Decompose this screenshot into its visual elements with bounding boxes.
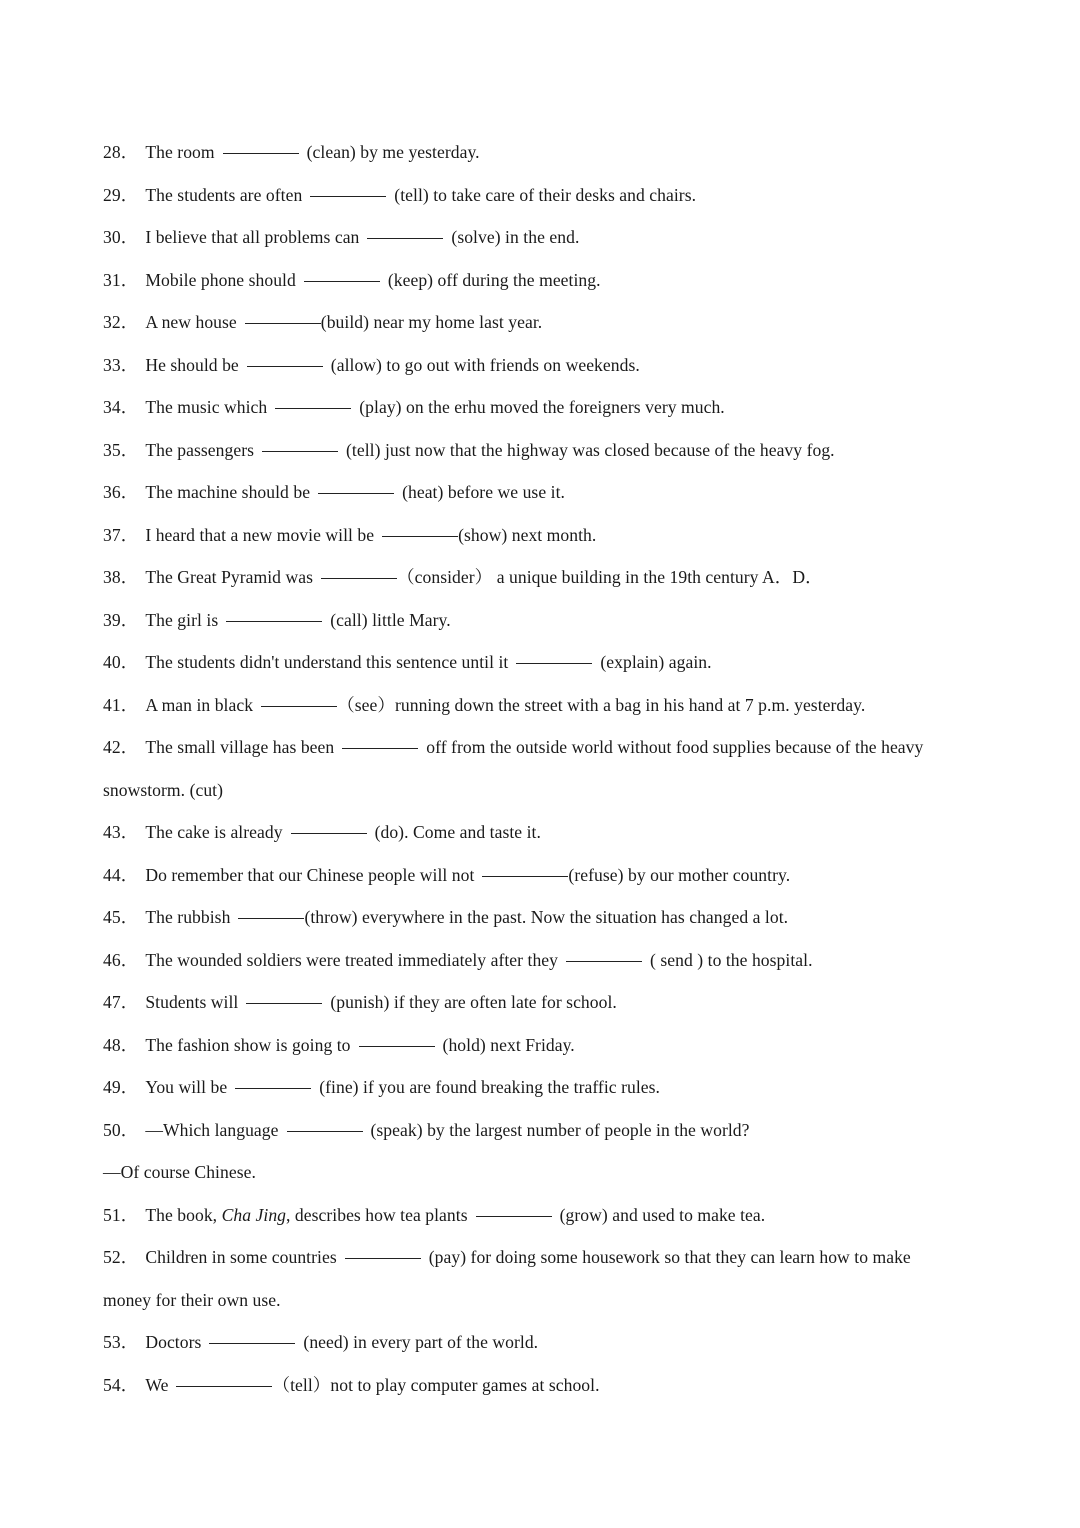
sentence-text: A new house [145,312,237,332]
sentence-text: —Which language [145,1119,279,1140]
question-number: 49． [103,1077,139,1097]
sentence-text: (pay) for doing some housework so that they can learn how to make [428,1247,911,1267]
sentence-text: (need) in every part of the world. [303,1332,539,1352]
question-number: 45． [103,907,139,927]
answer-blank[interactable] [209,1343,295,1344]
answer-blank[interactable] [247,366,323,367]
sentence-text: (throw) everywhere in the past. Now the situation has changed a lot. [304,907,789,927]
sentence-text: (call) little Mary. [330,609,451,630]
answer-blank[interactable] [304,281,380,282]
sentence-text: money for their own use. [103,1289,281,1310]
sentence-text: (play) on the erhu moved the foreigners very much. [359,397,725,417]
sentence-text: The students are often [145,184,303,205]
answer-blank[interactable] [235,1088,311,1089]
question-number: 32． [103,312,139,332]
exercise-line [103,1194,1003,1237]
exercise-line [103,1151,1003,1194]
exercise-line [103,131,1003,174]
answer-blank[interactable] [566,961,642,962]
sentence-text: (do). Come and taste it. [374,822,541,842]
answer-blank[interactable] [359,1046,435,1047]
sentence-text: The Great Pyramid was [145,567,313,587]
italic-title: Cha Jing [221,1204,287,1225]
answer-blank[interactable] [310,196,386,197]
exercise-line [103,981,1003,1024]
answer-blank[interactable] [321,578,397,579]
sentence-text: (punish) if they are often late for school. [330,992,617,1012]
sentence-text: The rubbish [145,907,231,927]
sentence-text: Do remember that our Chinese people will not [145,864,475,885]
sentence-text: （consider） a unique building in the 19th century A．D． [397,567,823,587]
answer-blank[interactable] [516,663,592,664]
sentence-text: The machine should be [145,482,311,502]
exercise-line [103,726,1003,769]
exercise-line [103,599,1003,642]
sentence-text: —Of course Chinese. [103,1162,256,1182]
sentence-text: We [145,1374,169,1395]
answer-blank[interactable] [238,918,304,919]
question-number: 36． [103,482,139,502]
answer-blank[interactable] [246,1003,322,1004]
exercise-line [103,386,1003,429]
answer-blank[interactable] [345,1258,421,1259]
exercise-line [103,514,1003,557]
sentence-text: （see）running down the street with a bag in his hand at 7 p.m. yesterday. [337,694,866,715]
answer-blank[interactable] [291,833,367,834]
sentence-text: Doctors [145,1332,202,1352]
exercise-line [103,429,1003,472]
sentence-text: Students will [145,992,239,1012]
question-number: 34． [103,397,139,417]
exercise-line [103,1109,1003,1152]
sentence-text: snowstorm. (cut) [103,779,224,800]
exercise-line [103,1279,1003,1322]
answer-blank[interactable] [367,238,443,239]
sentence-text: He should be [145,354,239,375]
answer-blank[interactable] [245,323,321,324]
exercise-line [103,1236,1003,1279]
question-number: 46． [103,949,139,970]
sentence-text: The wounded soldiers were treated immediately after they [145,949,559,970]
sentence-text: Children in some countries [145,1247,337,1267]
answer-blank[interactable] [287,1131,363,1132]
exercise-line [103,1321,1003,1364]
exercise-line [103,769,1003,812]
question-number: 47． [103,992,139,1012]
answer-blank[interactable] [226,621,322,622]
sentence-text: The students didn't understand this sentence until it [145,652,509,672]
answer-blank[interactable] [262,451,338,452]
sentence-text: (refuse) by our mother country. [568,864,791,885]
answer-blank[interactable] [176,1386,272,1387]
sentence-text: I heard that a new movie will be [145,524,375,545]
exercise-line [103,939,1003,982]
question-number: 51． [103,1204,139,1225]
exercise-line [103,811,1003,854]
question-number: 42． [103,737,139,757]
answer-blank[interactable] [318,493,394,494]
sentence-text: The book, [145,1204,222,1225]
question-number: 52． [103,1247,139,1267]
exercise-line [103,301,1003,344]
sentence-text: Mobile phone should [145,269,296,290]
question-number: 50． [103,1119,139,1140]
sentence-text: (grow) and used to make tea. [559,1204,766,1225]
exercise-line [103,896,1003,939]
sentence-text: (clean) by me yesterday. [306,142,480,162]
answer-blank[interactable] [476,1216,552,1217]
question-number: 54． [103,1374,139,1395]
sentence-text: (heat) before we use it. [402,482,565,502]
sentence-text: The passengers [145,439,255,460]
question-number: 41． [103,694,139,715]
answer-blank[interactable] [261,706,337,707]
sentence-text: (fine) if you are found breaking the traffic rules. [319,1077,660,1097]
question-number: 35． [103,439,139,460]
question-number: 31． [103,269,139,290]
exercise-line [103,854,1003,897]
exercise-line [103,1066,1003,1109]
exercise-line [103,471,1003,514]
question-number: 53． [103,1332,139,1352]
sentence-text: The fashion show is going to [145,1034,351,1055]
sentence-text: The music which [145,397,268,417]
sentence-text: (tell) to take care of their desks and chairs. [394,184,697,205]
sentence-text: off from the outside world without food supplies because of the heavy [426,737,924,757]
question-number: 30． [103,227,139,247]
sentence-text: (keep) off during the meeting. [387,269,601,290]
exercise-line [103,641,1003,684]
sentence-text: The small village has been [145,737,335,757]
question-number: 33． [103,354,139,375]
sentence-text: (speak) by the largest number of people in the world? [370,1119,750,1140]
exercise-line [103,556,1003,599]
question-number: 48． [103,1034,139,1055]
question-number: 29． [103,184,139,205]
answer-blank[interactable] [223,153,299,154]
question-number: 43． [103,822,139,842]
question-number: 39． [103,609,139,630]
question-number: 37． [103,524,139,545]
answer-blank[interactable] [482,876,568,877]
sentence-text: I believe that all problems can [145,227,360,247]
sentence-text: ( send ) to the hospital. [650,949,813,970]
sentence-text: The room [145,142,215,162]
exercise-line [103,259,1003,302]
sentence-text: (show) next month. [458,524,597,545]
sentence-text: A man in black [145,694,254,715]
sentence-text: , describes how tea plants [286,1204,468,1225]
exercise-line [103,1364,1003,1407]
exercise-line [103,684,1003,727]
exercise-line [103,1024,1003,1067]
answer-blank[interactable] [382,536,458,537]
sentence-text: (explain) again. [600,652,712,672]
exercise-line [103,344,1003,387]
sentence-text: The girl is [145,609,219,630]
sentence-text: (allow) to go out with friends on weekends. [330,354,640,375]
sentence-text: (build) near my home last year. [320,312,543,332]
question-number: 28． [103,142,139,162]
sentence-text: The cake is already [145,822,283,842]
sentence-text: （tell）not to play computer games at school. [272,1374,600,1395]
answer-blank[interactable] [342,748,418,749]
question-number: 40． [103,652,139,672]
sentence-text: (solve) in the end. [451,227,580,247]
question-number: 44． [103,864,139,885]
sentence-text: You will be [145,1077,228,1097]
exercise-line [103,174,1003,217]
exercise-line [103,216,1003,259]
exercise-list [103,131,1003,1406]
answer-blank[interactable] [275,408,351,409]
sentence-text: (hold) next Friday. [442,1034,575,1055]
sentence-text: (tell) just now that the highway was closed because of the heavy fog. [346,439,835,460]
question-number: 38． [103,567,139,587]
